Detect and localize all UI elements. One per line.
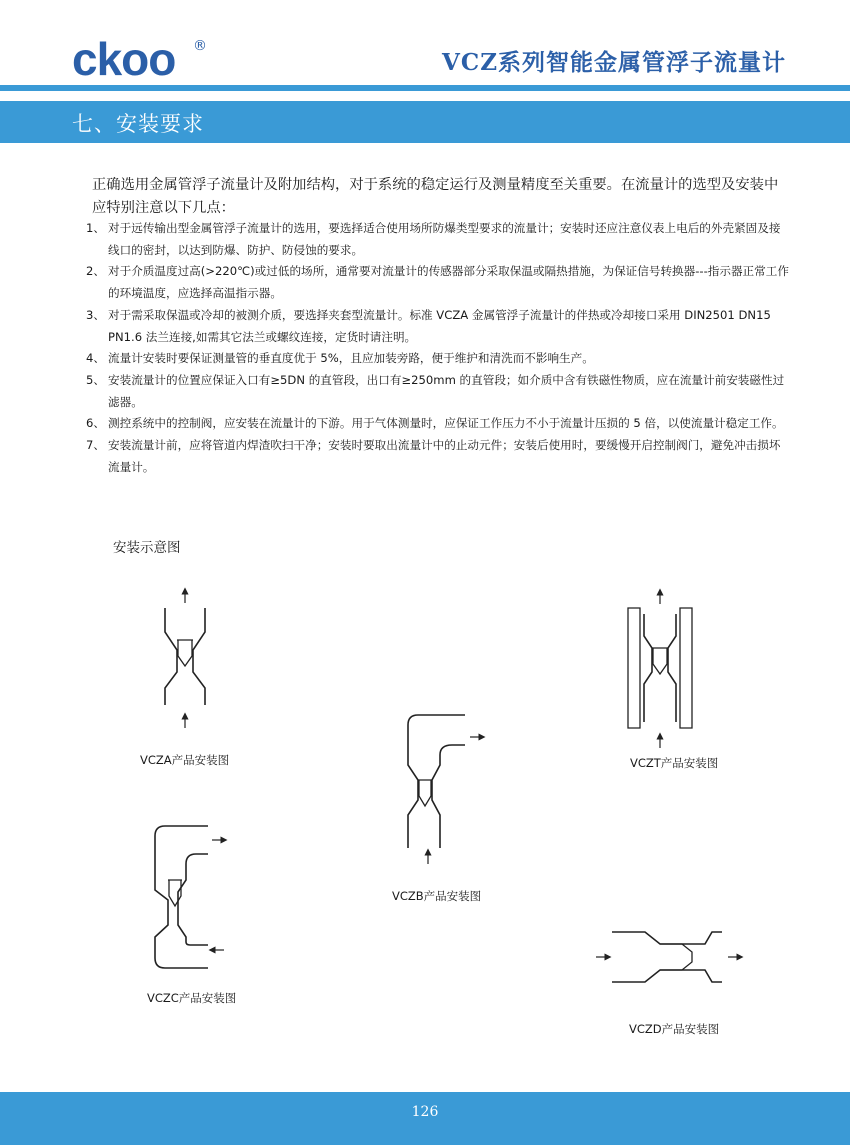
list-item-text: 对于介质温度过高(>220℃)或过低的场所，通常要对流量计的传感器部分采取保温或隔热措施，为保证信号转换器---指示器正常工作的环境温度，应选择高温指示器。: [108, 264, 789, 301]
product-title: VCZ系列智能金属管浮子流量计: [442, 49, 786, 76]
diagram-heading: 安装示意图: [113, 540, 181, 556]
vczt-diagram: [628, 592, 692, 748]
vczd-diagram: [596, 932, 740, 982]
list-item-number: 6、: [86, 416, 105, 431]
list-item-number: 5、: [86, 372, 105, 387]
list-item-number: 1、: [86, 221, 105, 235]
vczd-caption: VCZD产品安装图: [629, 1022, 720, 1036]
list-item-text: 测控系统中的控制阀，应安装在流量计的下游。用于气体测量时，应保证工作压力不小于流量计压损的 5 倍，以使流量计稳定工作。: [108, 416, 784, 431]
list-item-number: 2、: [86, 264, 105, 279]
section-title: 七、安装要求: [72, 112, 204, 136]
list-item-text: 安装流量计的位置应保证入口有≥5DN 的直管段，出口有≥250mm 的直管段；如介质中含有铁磁性物质，应在流量计前安装磁性过滤器。: [108, 372, 785, 409]
vcza-diagram: [165, 591, 205, 728]
list-item-number: 7、: [86, 438, 105, 453]
list-item-text: 流量计安装时要保证测量管的垂直度优于 5%，且应加装旁路，便于维护和清洗而不影响生产。: [108, 351, 594, 366]
list-item-text: 安装流量计前，应将管道内焊渣吹扫干净；安装时要取出流量计中的止动元件；安装后使用时，要缓慢开启控制阀门，避免冲击损坏流量计。: [108, 438, 781, 474]
vczc-diagram: [155, 826, 224, 968]
list-item-number: 4、: [86, 351, 105, 366]
list-item-text: 对于需采取保温或冷却的被测介质，要选择夹套型流量计。标准 VCZA 金属管浮子流量计的伴热或冷却接口采用 DIN2501 DN15 PN1.6 法兰连接,如需其它法兰或螺纹连接，定货时请注明。: [108, 307, 771, 344]
vczb-caption: VCZB产品安装图: [392, 889, 482, 903]
vczb-diagram: [408, 715, 482, 864]
vcza-caption: VCZA产品安装图: [140, 753, 230, 767]
list-item-number: 3、: [86, 307, 105, 322]
vczt-caption: VCZT产品安装图: [630, 756, 719, 770]
page-number: 126: [411, 1104, 439, 1120]
brand-logo: ckoo: [72, 33, 176, 85]
intro-paragraph: 正确选用金属管浮子流量计及附加结构，对于系统的稳定运行及测量精度至关重要。在流量计的选型及安装中应特别注意以下几点：: [92, 177, 779, 216]
list-item-text: 对于远传输出型金属管浮子流量计的选用，要选择适合使用场所防爆类型要求的流量计；安装时还应注意仪表上电后的外壳紧固及接线口的密封，以达到防爆、防护、防侵蚀的要求。: [108, 221, 781, 257]
registered-mark: ®: [193, 38, 207, 54]
vczc-caption: VCZC产品安装图: [147, 991, 237, 1005]
